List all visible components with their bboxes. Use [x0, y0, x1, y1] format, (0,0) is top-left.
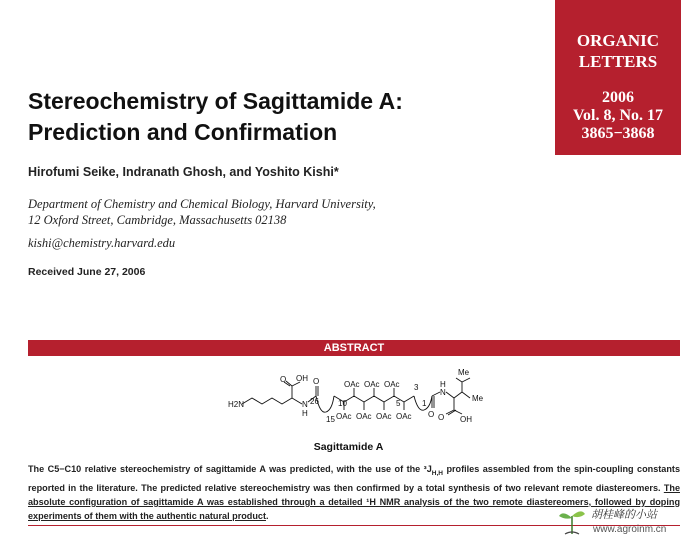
journal-name-line1: ORGANIC [576, 31, 660, 50]
label-n-left: N [302, 400, 308, 409]
watermark-url: www.agroinm.cn [593, 524, 667, 535]
label-h2n: H2N [228, 400, 245, 409]
journal-name-line2: LETTERS [578, 52, 658, 71]
label-oac-7: OAc [396, 412, 412, 421]
watermark [555, 502, 693, 540]
abstract-text-underlined: The absolute configuration of sagittamide A was established through a detailed ¹H NMR analysis of the two remote diastereomers, followed by doping experiments of them with the authentic natural product [28, 482, 680, 521]
abstract-text-subscript: H,H [431, 469, 443, 477]
label-o-amide-right: O [428, 410, 435, 419]
label-num-3: 3 [414, 383, 419, 392]
journal-box [555, 0, 681, 155]
label-me-right: Me [472, 394, 484, 403]
contact-email[interactable]: kishi@chemistry.harvard.edu [28, 236, 176, 250]
affiliation-line2: 12 Oxford Street, Cambridge, Massachusetts 02138 [28, 213, 287, 227]
label-num-10: 10 [338, 399, 347, 408]
journal-volume: Vol. 8, No. 17 [572, 107, 664, 124]
abstract-text-end: . [265, 510, 269, 521]
label-oac-4: OAc [336, 412, 352, 421]
title-line1: Stereochemistry of Sagittamide A: [28, 88, 403, 114]
label-o-amide-left: O [313, 377, 320, 386]
affiliation-line1: Department of Chemistry and Chemical Biology, Harvard University, [28, 197, 376, 211]
article-title [28, 86, 528, 148]
sagittamide-structure [200, 362, 500, 442]
journal-pages: 3865−3868 [581, 125, 655, 142]
label-oh-top: OH [296, 374, 308, 383]
abstract-text-part1: The C5−C10 relative stereochemistry of sagittamide A was predicted, with the use of the ³J [28, 464, 432, 474]
leaf-icon [555, 504, 589, 538]
abstract-heading: ABSTRACT [28, 340, 680, 356]
affiliation [28, 196, 376, 228]
author-list: Hirofumi Seike, Indranath Ghosh, and Yoshito Kishi* [28, 165, 339, 179]
label-num-1: 1 [422, 399, 427, 408]
label-me-top: Me [458, 368, 470, 377]
abstract-text-part2: profiles assembled from the spin-coupling constants reported in the literature. The predicted relative stereochemistry was then confirmed by a total synthesis of two relevant remote diastereomers. [28, 464, 680, 493]
label-h-right: H [440, 380, 446, 389]
label-num-15: 15 [326, 415, 335, 424]
label-o-bottom: O [438, 413, 445, 422]
label-n-right: N [440, 388, 446, 397]
label-h-left: H [302, 409, 308, 418]
label-oac-6: OAc [376, 412, 392, 421]
label-o-top: O [280, 375, 287, 384]
label-num-26: 26 [310, 397, 319, 406]
label-oac-3: OAc [384, 380, 400, 389]
label-oac-1: OAc [344, 380, 360, 389]
journal-year: 2006 [602, 89, 634, 106]
compound-name: Sagittamide A [313, 441, 384, 453]
label-oh-bottom: OH [460, 415, 472, 424]
label-num-5: 5 [396, 399, 401, 408]
label-oac-2: OAc [364, 380, 380, 389]
watermark-chinese: 胡桂峰的小站 [591, 508, 657, 521]
title-line2: Prediction and Confirmation [28, 119, 338, 145]
label-oac-5: OAc [356, 412, 372, 421]
received-date: Received June 27, 2006 [28, 266, 146, 278]
